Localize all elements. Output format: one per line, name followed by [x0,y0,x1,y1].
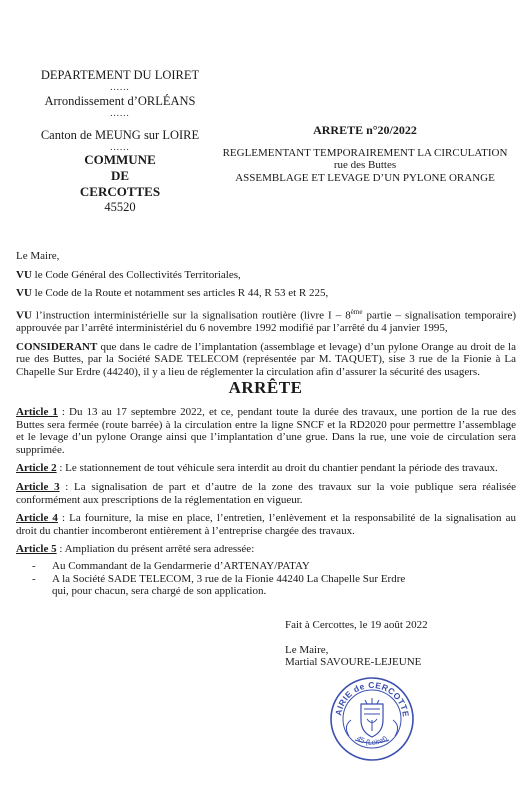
stamp-seal-icon [329,676,415,762]
article-label: Article 1 [16,406,58,418]
articles-block [16,406,516,598]
article-text: : Le stationnement de tout véhicule sera interdit au droit du chantier pendant la période des travaux. [56,462,498,475]
separator-dots: ...... [110,142,130,152]
article-4 [16,512,516,537]
article-5 [16,543,516,556]
vu-clause-3 [16,306,516,335]
separator-dots: ...... [110,82,130,92]
article-1 [16,406,516,456]
recipient-item: - A la Société SADE TELECOM, 3 rue de la Fionie 44240 La Chapelle Sur Erdre [16,573,516,586]
subject-line-1: REGLEMENTANT TEMPORAIREMENT LA CIRCULATION [222,146,508,159]
stamp-top-text: AIRIE de CERCOTTE [333,679,412,718]
canton-name: Canton de MEUNG sur LOIRE [40,128,200,142]
document-body [16,250,516,382]
vu-text: le Code de la Route et notamment ses articles R 44, R 53 et R 225, [31,287,329,300]
place-date: Fait à Cercottes, le 19 août 2022 [285,619,428,631]
article-text: : La fourniture, la mise en place, l’entretien, l’enlèvement et la responsabilité de la signalisation au droit du chantier incomberont entièrement à l’entreprise chargée des travaux. [16,512,516,537]
header-right-block [215,124,515,184]
article-label: Article 2 [16,462,57,475]
vu-text: le Code Général des Collectivités Territoriales, [31,268,241,281]
svg-text:MAIRIE de CERCOTTES [329,676,411,718]
vu-text: partie – signalisation temporaire) approuvée par l’arrêté interministériel du 6 novembre 1992 modifié par l’arrêté du 4 janvier 1995, [16,309,517,335]
considerant-text: que dans le cadre de l’implantation (assemblage et levage) d’un pylone Orange au droit de la rue des Buttes, par la Société SADE TELECOM (représentée par M. TAQUET), sise 3 rue de la Fionie à La Chapelle Sur Erdre (44240), il y a lieu de réglementer la circulation afin d’assurer la sécurité des usagers. [16,340,516,378]
recipient-item: - Au Commandant de la Gendarmerie d’ARTENAY/PATAY [16,560,516,573]
signer-name: Martial SAVOURE-LEJEUNE [285,656,422,669]
vu-clause-2 [16,287,516,300]
article-text: : Ampliation du présent arrêté sera adressée: [56,543,255,556]
article-text: : La signalisation de part et d’autre de la zone des travaux sur la voie publique sera réalisée conformément aux prescriptions de la réglementation en vigueur. [16,480,516,506]
article-3 [16,481,516,506]
separator-dots: ...... [110,108,130,118]
vu-label: VU [16,268,32,281]
recipient-list [16,560,516,585]
department-name: DEPARTEMENT DU LOIRET [40,68,200,82]
vu-label: VU [16,287,32,300]
considerant-label: CONSIDERANT [16,340,98,353]
stamp-bottom-text: 45 (Loiret) [354,733,390,747]
article-2 [16,462,516,475]
vu-clause-1 [16,269,516,282]
subject-line-2: rue des Buttes [333,159,397,171]
arrete-number: ARRETE n°20/2022 [313,123,417,137]
mairie-stamp [329,676,415,762]
postal-code: 45520 [104,200,136,214]
subject-line-3: ASSEMBLAGE ET LEVAGE D’UN PYLONE ORANGE [235,171,495,184]
arrondissement-name: Arrondissement d’ORLÉANS [44,94,196,108]
article-label: Article 3 [16,480,60,493]
vu-label: VU [16,309,32,322]
greeting: Le Maire, [16,250,60,262]
considerant-clause [16,341,516,379]
vu-text: l’instruction interministérielle sur la signalisation routière (livre I – 8 [31,309,351,322]
header-left-block [20,68,220,214]
commune-line-2: DE [110,168,130,183]
recipients-closing: qui, pour chacun, sera chargé de son application. [52,585,267,598]
signature-block [285,619,515,669]
superscript: ème [350,307,363,316]
article-label: Article 4 [16,512,58,525]
commune-line-3: CERCOTTES [79,184,161,199]
arrete-heading: ARRÊTE [228,378,303,397]
article-text: : Du 13 au 17 septembre 2022, et ce, pendant toute la durée des travaux, une portion de la rue des Buttes sera fermée (route barrée) à la circulation entre la ligne SNCF et la RD2020 pour permettre l’assemblage et le levage d’un pylone Orange ainsi que l’implantation d’une grue. Dans la rue, une voie de circulation sera supprimée. [16,406,516,456]
signer-role: Le Maire, [285,643,329,656]
article-label: Article 5 [16,543,57,556]
commune-line-1: COMMUNE [84,152,156,167]
